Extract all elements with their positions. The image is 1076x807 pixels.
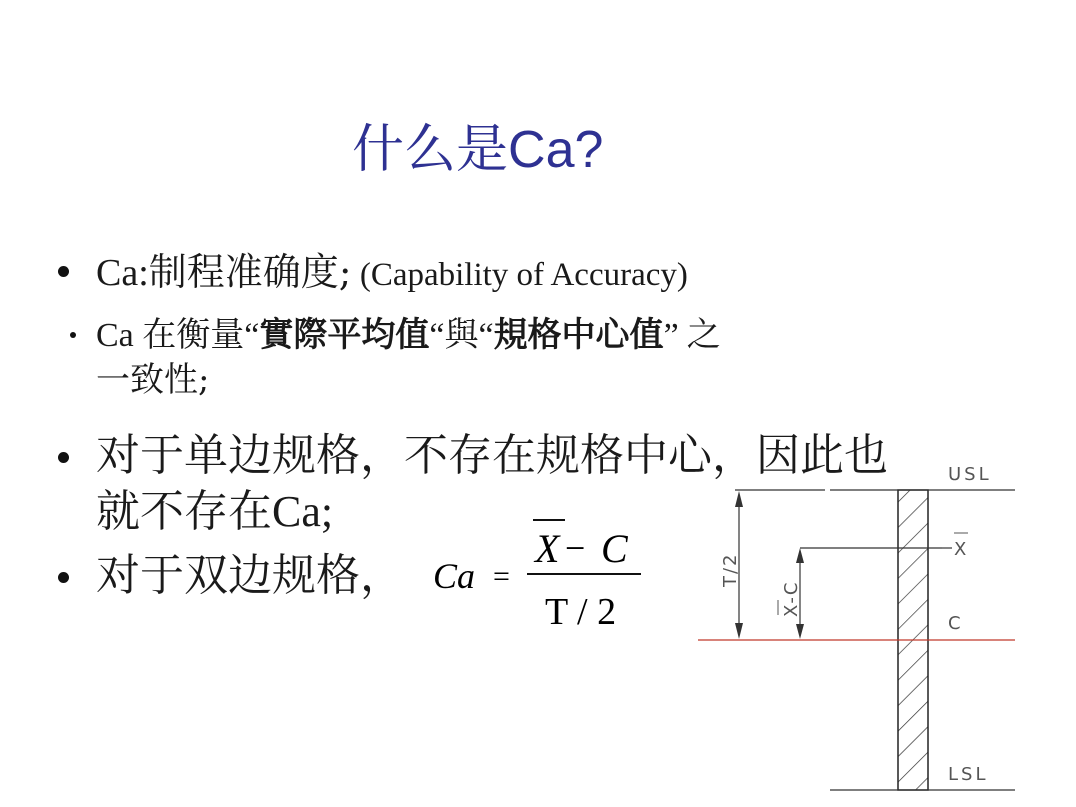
quote-mark: ” [663,317,679,354]
text: 在衡量 [142,315,245,355]
offset-label: X-C [781,580,802,617]
bullet-english: (Capability of Accuracy) [351,257,688,293]
bullet-double-sided [96,548,404,604]
emphasis-actual-mean: 實際平均值 [259,315,430,355]
arrowhead-down [796,624,804,639]
text: Ca; [272,487,334,536]
arrowhead-down [735,623,743,639]
quote-mark: “ [429,317,445,354]
text: 对于双边规格， [96,550,404,601]
text: 與 [444,315,479,355]
bullet-chinese: 制程准确度; [148,250,352,294]
ca-formula [425,510,655,640]
bullet-dot [70,332,76,338]
bullet-dot [58,572,69,583]
half-tolerance-label: T/2 [720,552,741,587]
lsl-label: LSL [948,764,989,785]
formula-denominator: T / 2 [545,591,617,633]
formula-x: X [535,526,560,571]
bullet-line-1: 对于单边规格，不存在规格中心，因此也 [96,430,888,481]
center-label: C [948,613,961,634]
formula-minus: − [565,528,586,568]
usl-label: USL [948,464,992,485]
emphasis-spec-center: 規格中心值 [493,315,664,355]
arrowhead-up [796,548,804,563]
title-latin: Ca? [508,121,604,179]
slide-title [352,118,603,182]
formula-equals: = [493,560,510,593]
formula-lhs: Ca [433,556,476,596]
text: 之 [686,315,721,355]
bullet-ca-meaning [96,313,721,402]
text: Ca [96,317,143,354]
arrowhead-up [735,491,743,507]
bullet-dot [58,266,69,277]
xbar-label: X [954,539,967,560]
bullet-lead: Ca: [96,252,149,294]
bullet-line-1 [96,313,721,358]
title-chinese: 什么是 [352,120,509,180]
quote-mark: “ [478,317,494,354]
spec-limit-diagram [690,455,1030,800]
bullet-line-2: 一致性; [96,360,210,400]
quote-mark: “ [244,317,260,354]
formula-c: C [601,526,628,571]
text: 就不存在 [96,486,272,537]
bullet-ca-definition [96,249,688,298]
bullet-dot [58,452,69,463]
